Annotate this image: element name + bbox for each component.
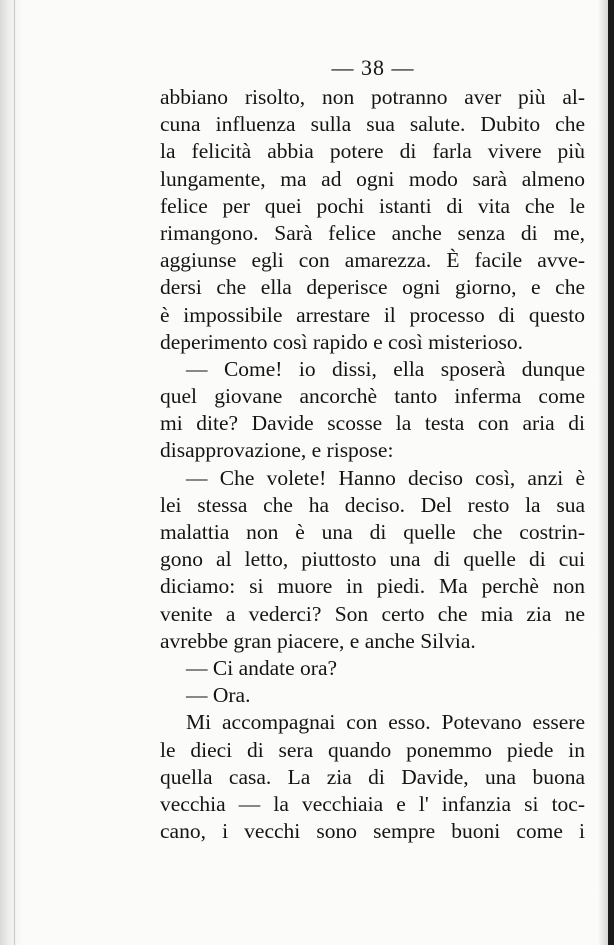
text-line: vecchia — la vecchiaia e l' infanzia si toc- <box>160 791 585 816</box>
text-line: rimangono. Sarà felice anche senza di me, <box>160 220 585 245</box>
text-line: lungamente, ma ad ogni modo sarà almeno <box>160 166 585 191</box>
page-edge-left <box>0 0 22 945</box>
text-line: gono al letto, piuttosto una di quelle di cui <box>160 547 585 572</box>
body-text <box>160 84 585 845</box>
text-line: disapprovazione, e rispose: <box>160 438 394 463</box>
text-line: mi dite? Davide scosse la testa con aria di <box>160 411 585 436</box>
text-line: diciamo: si muore in piedi. Ma perchè non <box>160 574 585 599</box>
text-line: abbiano risolto, non potranno aver più al- <box>160 85 585 109</box>
text-line: cuna influenza sulla sua salute. Dubito che <box>160 112 585 137</box>
text-line: quella casa. La zia di Davide, una buona <box>160 764 585 789</box>
text-line: è impossibile arrestare il processo di questo <box>160 302 585 327</box>
text-line: la felicità abbia potere di farla vivere più <box>160 139 585 164</box>
text-line: venite a vederci? Son certo che mia zia ne <box>160 601 585 626</box>
text-line: le dieci di sera quando ponemmo piede in <box>160 737 585 762</box>
text-line: cano, i vecchi sono sempre buoni come i <box>160 819 585 844</box>
binding-shadow <box>598 0 608 945</box>
text-line: quel giovane ancorchè tanto inferma come <box>160 384 585 409</box>
text-line: aggiunse egli con amarezza. È facile avve- <box>160 248 585 273</box>
page-fold-line <box>14 0 15 945</box>
text-line: avrebbe gran piacere, e anche Silvia. <box>160 628 476 653</box>
binding-edge <box>608 0 614 945</box>
text-line: deperimento così rapido e così misterioso. <box>160 329 524 354</box>
text-line: — Ci andate ora? <box>186 655 338 680</box>
page-number: — 38 — <box>331 55 415 80</box>
text-line: — Che volete! Hanno deciso così, anzi è <box>186 465 585 490</box>
text-line: — Come! io dissi, ella sposerà dunque <box>186 356 585 381</box>
text-line: Mi accompagnai con esso. Potevano essere <box>186 710 585 735</box>
text-line: — Ora. <box>186 683 251 708</box>
text-line: lei stessa che ha deciso. Del resto la sua <box>160 492 585 517</box>
text-line: malattia non è una di quelle che costrin- <box>160 520 585 544</box>
text-line: felice per quei pochi istanti di vita che le <box>160 193 585 218</box>
text-line: dersi che ella deperisce ogni giorno, e che <box>160 275 585 300</box>
